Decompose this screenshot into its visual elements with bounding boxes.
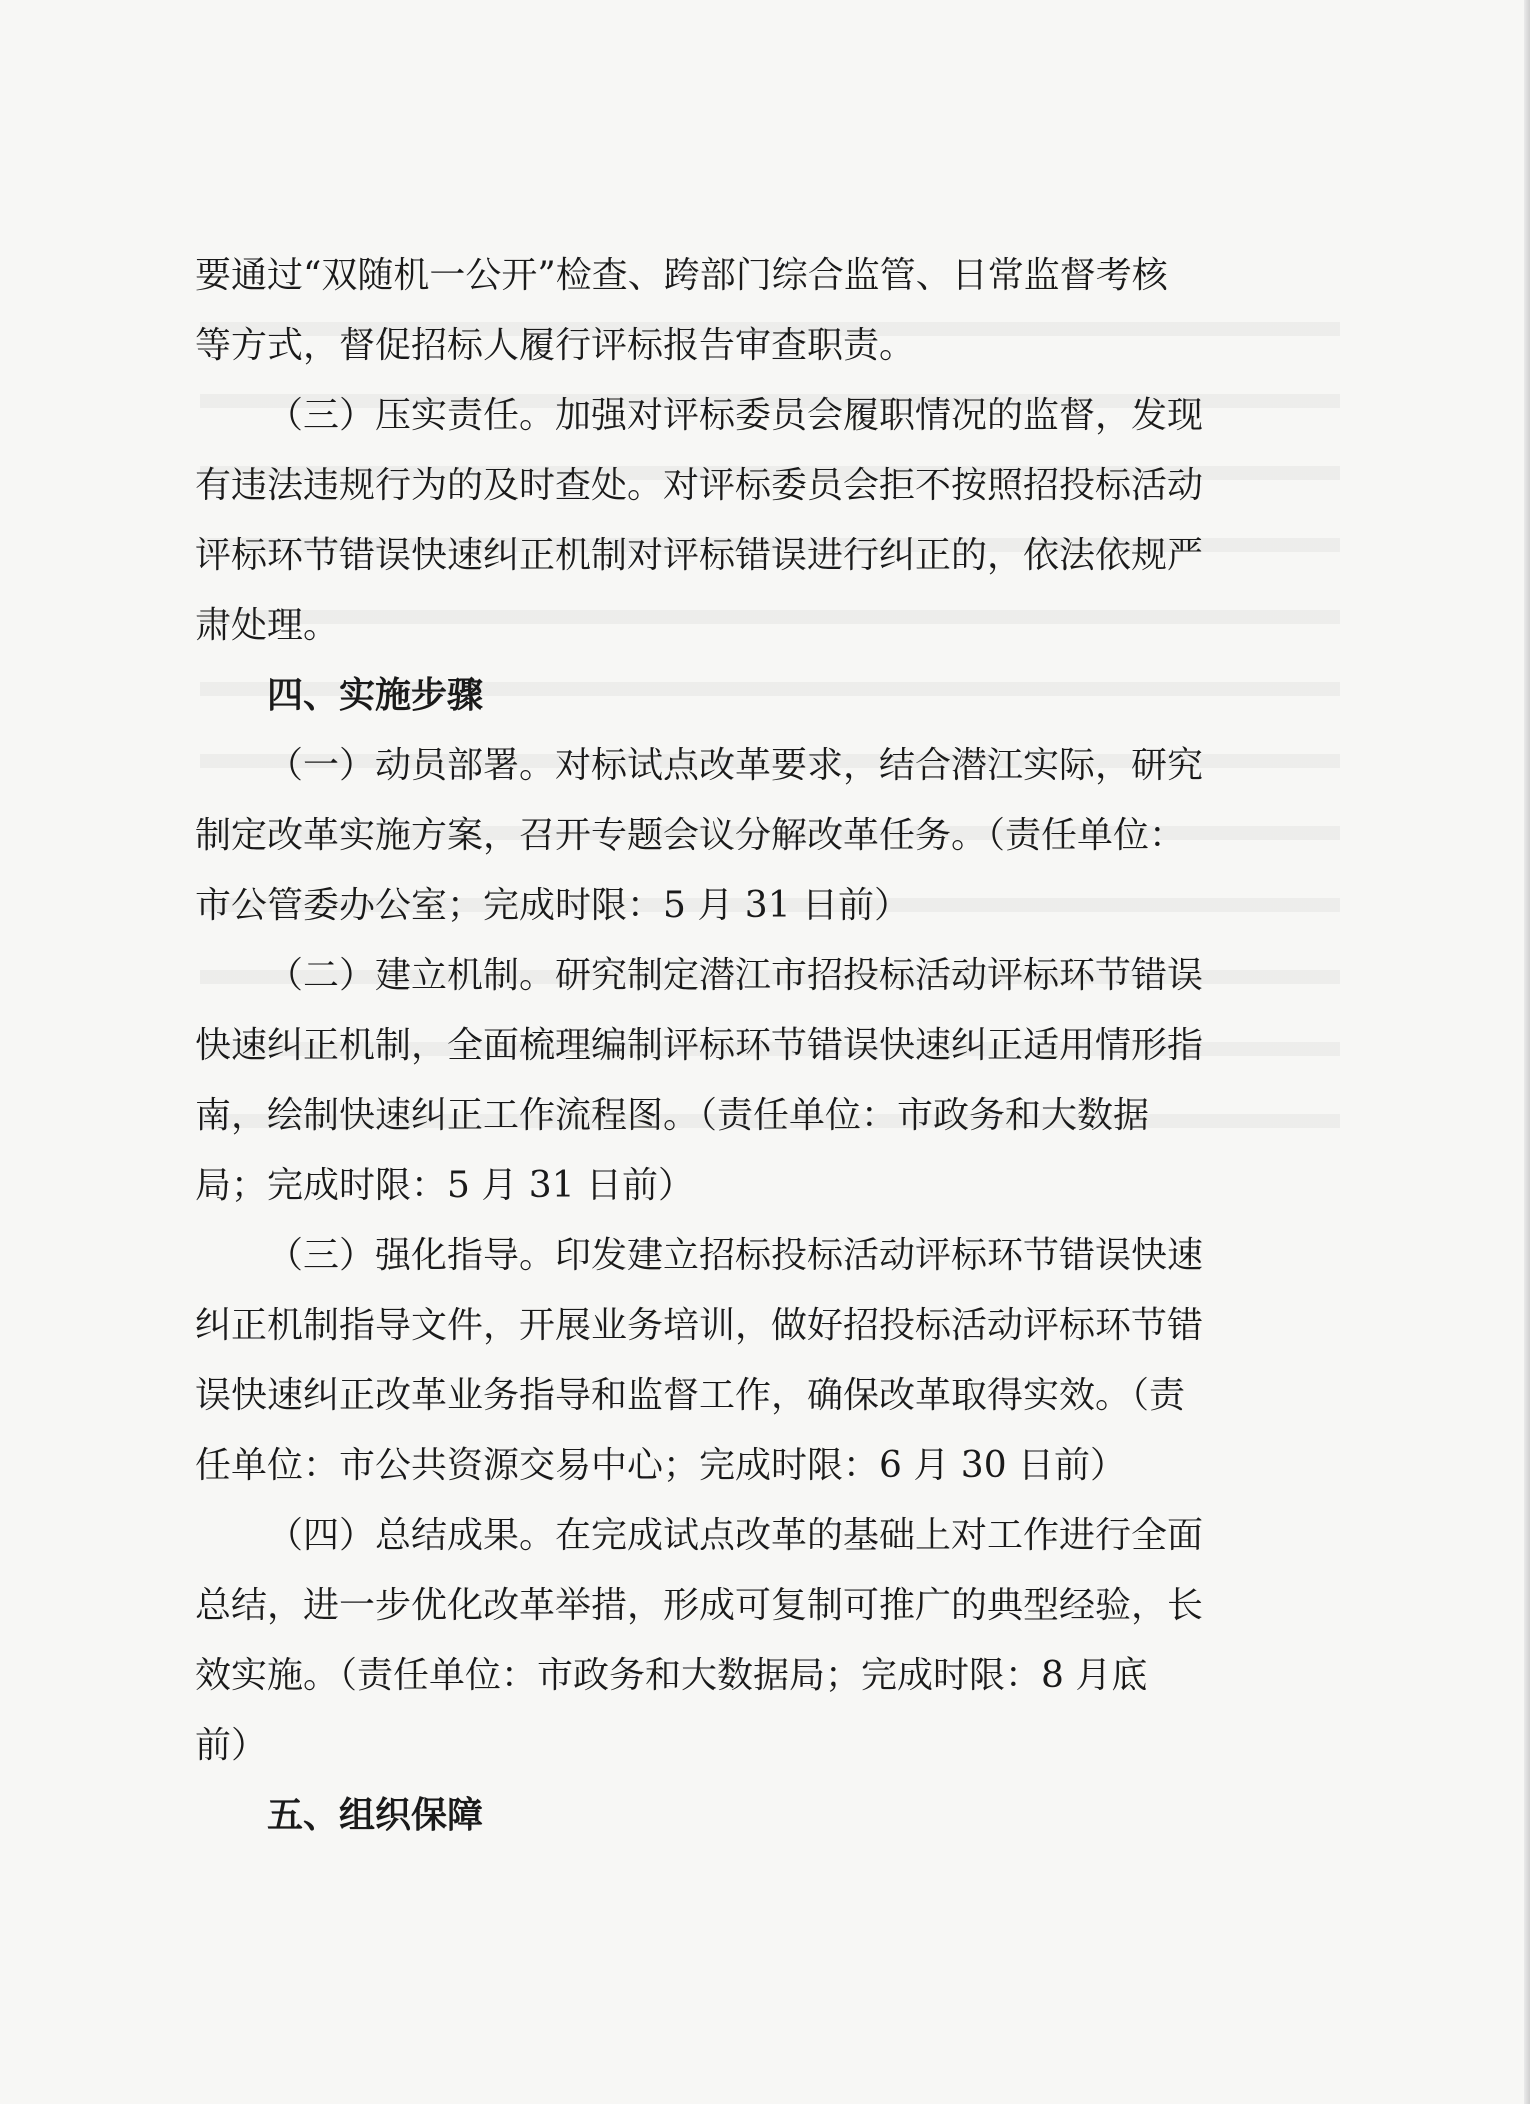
body-line: 任单位：市公共资源交易中心；完成时限：6 月 30 日前） xyxy=(195,1445,1127,1486)
body-line: 总结，进一步优化改革举措，形成可复制可推广的典型经验，长 xyxy=(195,1585,1204,1626)
section-heading: 五、组织保障 xyxy=(267,1795,484,1836)
body-line: 前） xyxy=(195,1725,268,1766)
body-line: 误快速纠正改革业务指导和监督工作，确保改革取得实效。（责 xyxy=(195,1375,1186,1416)
body-line: 制定改革实施方案，召开专题会议分解改革任务。（责任单位： xyxy=(195,815,1186,856)
body-line: 评标环节错误快速纠正机制对评标错误进行纠正的，依法依规严 xyxy=(195,535,1204,576)
body-line: 有违法违规行为的及时查处。对评标委员会拒不按照招投标活动 xyxy=(195,465,1204,506)
body-line: 市公管委办公室；完成时限：5 月 31 日前） xyxy=(195,885,911,926)
body-line: 南，绘制快速纠正工作流程图。（责任单位：市政务和大数据 xyxy=(195,1095,1150,1136)
body-line: 局；完成时限：5 月 31 日前） xyxy=(195,1165,695,1206)
body-line: 等方式，督促招标人履行评标报告审查职责。 xyxy=(195,325,916,366)
body-line: 纠正机制指导文件，开展业务培训，做好招投标活动评标环节错 xyxy=(195,1305,1204,1346)
paragraph-start-line: （三）强化指导。印发建立招标投标活动评标环节错误快速 xyxy=(267,1235,1204,1276)
page-edge-shadow xyxy=(1524,0,1530,2104)
paragraph-start-line: （四）总结成果。在完成试点改革的基础上对工作进行全面 xyxy=(267,1515,1204,1556)
body-line: 效实施。（责任单位：市政务和大数据局；完成时限：8 月底 xyxy=(195,1655,1148,1696)
paragraph-start-line: （二）建立机制。研究制定潜江市招投标活动评标环节错误 xyxy=(267,955,1204,996)
paragraph-start-line: （三）压实责任。加强对评标委员会履职情况的监督，发现 xyxy=(267,395,1204,436)
body-line: 要通过“双随机一公开”检查、跨部门综合监管、日常监督考核 xyxy=(195,255,1168,296)
body-line: 肃处理。 xyxy=(195,605,340,646)
paragraph-start-line: （一）动员部署。对标试点改革要求，结合潜江实际，研究 xyxy=(267,745,1204,786)
body-line: 快速纠正机制，全面梳理编制评标环节错误快速纠正适用情形指 xyxy=(195,1025,1204,1066)
section-heading: 四、实施步骤 xyxy=(267,675,484,716)
